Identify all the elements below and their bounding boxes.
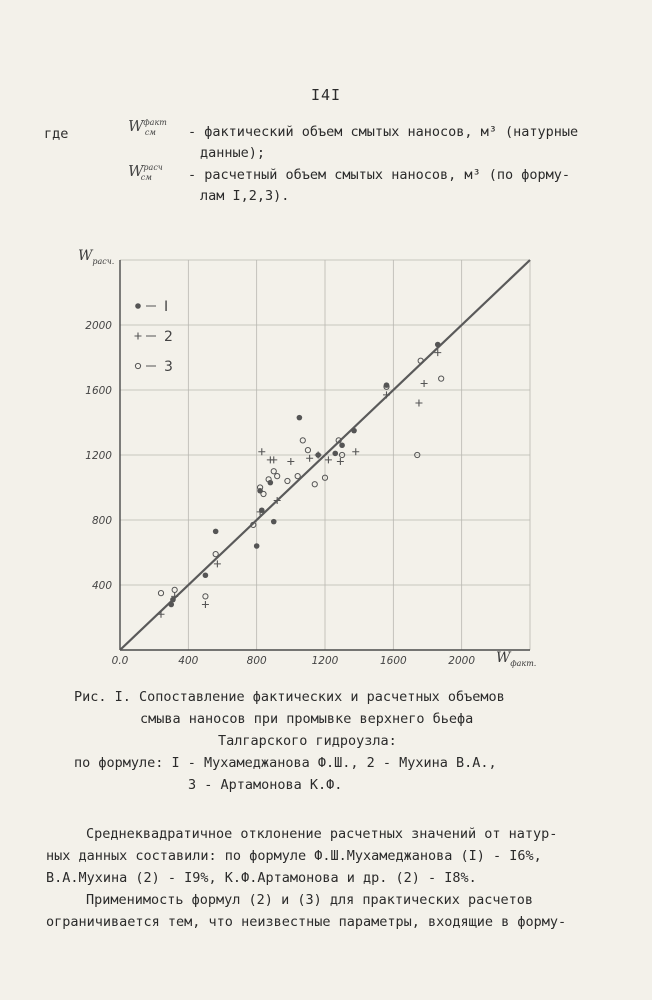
series-2-point-10 [306,455,313,462]
series-3-point-12 [300,438,305,443]
series-1-point-15 [435,342,441,348]
series-1-point-2 [203,572,209,578]
body-text-line-2: ных данных составили: по формуле Ф.Ш.Мухамеджанова (I) - I6%, [46,848,542,864]
body-text-line-5: ограничивается тем, что неизвестные параметры, входящие в форму- [46,914,567,930]
figure-caption-line-4: по формуле: I - Мухамеджанова Ф.Ш., 2 - Мухина В.А., [74,755,497,771]
chart-tick-labels [85,320,475,667]
definition-2-line-2: лам I,2,3). [200,188,290,204]
legend-label-1: I [164,299,169,315]
series-3-point-10 [285,478,290,483]
y-tick-label-4: 2000 [85,320,112,332]
w-calc-symbol [128,162,163,182]
series-3-point-14 [312,482,317,487]
y-tick-label-2: 1200 [85,450,112,462]
body-text-line-3: В.А.Мухина (2) - I9%, К.Ф.Артамонова и др. (2) - I8%. [46,870,477,886]
x-axis-label-base: W [496,650,511,666]
series-2-point-5 [258,448,265,455]
where-label: где [44,126,69,142]
x-tick-label-3: 1200 [311,655,339,667]
series-3-point-1 [172,587,177,592]
series-1-point-3 [213,529,219,535]
chart-legend [135,299,173,375]
series-2-point-7 [270,456,277,463]
series-3-point-13 [305,448,310,453]
definition-1-line-1: - фактический объем смытых наносов, м³ (натурные [188,124,579,140]
w-calc-symbol-sub: см [140,173,152,182]
legend-label-2: 2 [164,329,173,345]
series-2-point-3 [214,560,221,567]
series-3-point-11 [295,474,300,479]
series-1-point-9 [297,415,303,421]
legend-label-3: 3 [164,359,173,375]
scatter-chart [60,248,600,668]
series-3-point-21 [439,376,444,381]
series-2-point-9 [287,458,294,465]
series-1-point-11 [332,451,338,457]
chart-x-axis-label [496,650,536,668]
series-1-point-0 [168,602,174,608]
series-3-point-6 [261,491,266,496]
series-3-point-9 [275,474,280,479]
figure-caption-line-2: смыва наносов при промывке верхнего бьефа [140,711,474,727]
series-2-point-2 [202,601,209,608]
legend-marker-3 [135,363,140,368]
series-2-point-12 [325,456,332,463]
y-axis-label-sub: расч. [92,256,115,266]
w-fact-symbol-sup: факт [143,118,167,127]
chart-y-axis-label [78,248,114,266]
y-tick-label-3: 1600 [85,385,112,397]
x-tick-label-4: 1600 [379,655,407,667]
definition-2-line-1: - расчетный объем смытых наносов, м³ (по форму- [188,167,571,183]
series-2-point-16 [415,400,422,407]
w-fact-symbol [128,117,167,137]
series-2-point-11 [315,452,322,459]
body-text-line-4: Применимость формул (2) и (3) для практических расчетов [86,892,534,908]
x-tick-label-0: 0.0 [111,655,129,667]
series-3-point-8 [271,469,276,474]
figure-caption-line-1: Рис. I. Сопоставление фактических и расчетных объемов [74,689,505,705]
page-number: I4I [310,86,342,104]
y-tick-label-0: 400 [91,580,112,592]
series-1-point-8 [271,519,277,525]
x-tick-label-5: 2000 [448,655,476,667]
body-text-line-1: Среднеквадратичное отклонение расчетных значений от натур- [86,826,558,842]
x-tick-label-1: 400 [178,655,199,667]
legend-marker-2 [135,333,142,340]
series-1-point-12 [339,442,345,448]
w-fact-symbol-sub: см [144,128,156,137]
series-2-point-17 [421,380,428,387]
x-axis-label-sub: факт. [510,658,537,668]
figure-caption-line-3: Талгарского гидроузла: [218,733,397,749]
definition-1-line-2: данные); [200,145,266,161]
series-3-point-0 [158,591,163,596]
series-3-point-3 [213,552,218,557]
legend-marker-1 [135,303,141,309]
series-1-point-4 [254,543,260,549]
series-1-point-13 [351,428,357,434]
y-axis-label-base: W [78,248,93,264]
w-calc-symbol-sup: расч [143,163,163,172]
figure-caption-line-5: 3 - Артамонова К.Ф. [188,777,343,793]
x-tick-label-2: 800 [246,655,267,667]
series-2-point-14 [352,448,359,455]
series-2-point-0 [158,611,165,618]
y-tick-label-1: 800 [91,515,112,527]
w-calc-symbol-base: W [128,162,144,180]
series-2-point-13 [337,458,344,465]
series-3-point-2 [203,594,208,599]
w-fact-symbol-base: W [128,117,144,135]
